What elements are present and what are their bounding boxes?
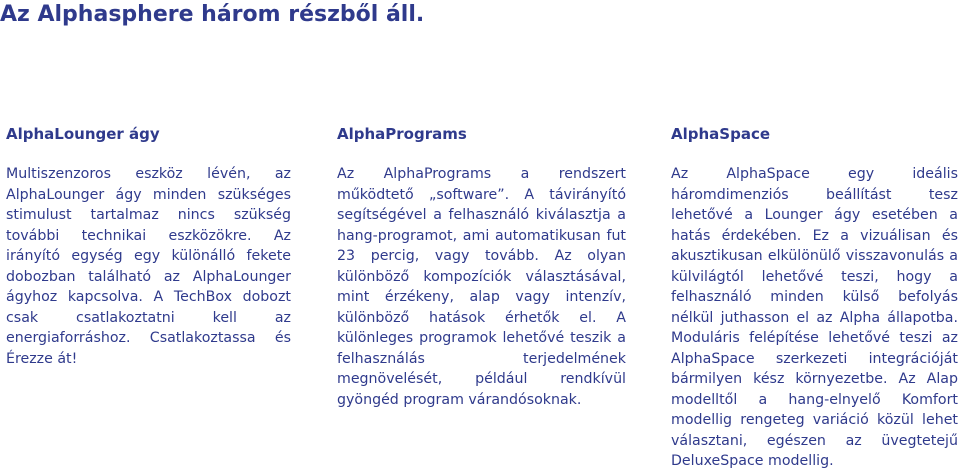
- column-body-alphalounger: Multiszenzoros eszköz lévén, az AlphaLounger ágy minden szükséges stimulust tartalmaz nincs szükség további technikai eszközökre. Az irányító egység egy különálló fekete dobozban található az AlphaLounger ágyhoz kapcsolva. A TechBox dobozt csak csatlakoztatni kell az energiaforráshoz. Csatlakoztassa és Érezze át!: [6, 166, 291, 367]
- column-body-alphaprograms: Az AlphaPrograms a rendszert működtető „software”. A távirányító segítségével a felhasználó kiválasztja a hang-programot, ami automatikusan fut 23 percig, vagy tovább. Az olyan különböző kompozíciók választásával, mint érzékeny, alap vagy intenzív, különböző hatások érhetők el. A különleges programok lehetővé teszik a felhasználás terjedelmének megnövelését, például rendkívül gyöngéd program várandósoknak.: [337, 166, 626, 408]
- column-heading-alphaspace: AlphaSpace: [671, 125, 771, 143]
- column-body-alphaspace: Az AlphaSpace egy ideális háromdimenziós beállítást tesz lehetővé a Lounger ágy esetében a hatás érdekében. Ez a vizuálisan és akusztikusan elkülönülő visszavonulás a külvilágtól lehetővé teszi, hogy a felhasználó minden külső befolyás nélkül juthasson el az Alpha állapotba. Moduláris felépítése lehetővé teszi az AlphaSpace szerkezeti integrációját bármilyen kész környezetbe. Az Alap modelltől a hang-elnyelő Komfort modellig rengeteg variáció közül lehet választani, egészen az üvegtetejű DeluxeSpace modellig.: [671, 166, 958, 469]
- page-title: Az Alphasphere három részből áll.: [0, 2, 425, 27]
- column-heading-alphalounger: AlphaLounger ágy: [6, 125, 160, 143]
- column-alphaspace: [671, 124, 958, 472]
- column-alphaprograms: [337, 124, 626, 410]
- column-heading-alphaprograms: AlphaPrograms: [337, 125, 467, 143]
- column-alphalounger: [6, 124, 291, 369]
